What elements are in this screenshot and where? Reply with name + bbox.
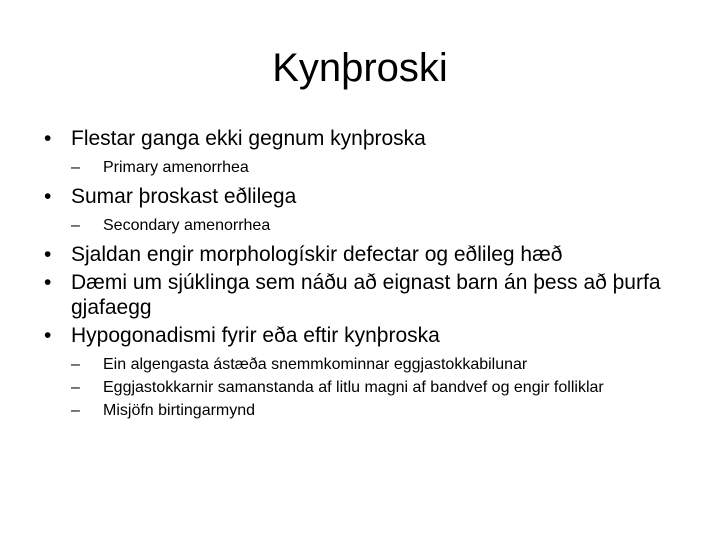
bullet-item xyxy=(44,270,684,320)
bullet-text: Dæmi um sjúklinga sem náðu að eignast barn án þess að þurfa gjafaegg xyxy=(71,271,661,319)
sub-bullet-text: Secondary amenorrhea xyxy=(103,217,271,234)
bullet-marker: • xyxy=(44,271,52,294)
bullet-marker: • xyxy=(44,185,52,208)
bullet-text: Sjaldan engir morphologískir defectar og eðlileg hæð xyxy=(71,243,563,266)
sub-bullet-marker: – xyxy=(71,379,80,396)
bullet-text: Hypogonadismi fyrir eða eftir kynþroska xyxy=(71,324,440,347)
sub-bullet-text: Eggjastokkarnir samanstanda af litlu magni af bandvef og engir folliklar xyxy=(103,379,604,396)
slide-title: Kynþroski xyxy=(272,46,448,90)
bullet-text: Flestar ganga ekki gegnum kynþroska xyxy=(71,127,426,150)
bullet-marker: • xyxy=(44,243,52,266)
bullet-marker: • xyxy=(44,127,52,150)
bullet-item xyxy=(44,323,684,348)
sub-bullet-item xyxy=(44,158,684,177)
sub-bullet-item xyxy=(44,216,684,235)
sub-bullet-item xyxy=(44,355,684,374)
sub-bullet-item xyxy=(44,401,684,420)
sub-bullet-marker: – xyxy=(71,356,80,373)
sub-bullet-marker: – xyxy=(71,402,80,419)
sub-bullet-text: Ein algengasta ástæða snemmkominnar eggjastokkabilunar xyxy=(103,356,528,373)
bullet-item xyxy=(44,184,684,209)
bullet-item xyxy=(44,126,684,151)
bullet-list xyxy=(44,126,684,420)
bullet-item xyxy=(44,242,684,267)
sub-bullet-marker: – xyxy=(71,159,80,176)
sub-bullet-text: Misjöfn birtingarmynd xyxy=(103,402,256,419)
bullet-marker: • xyxy=(44,324,52,347)
sub-bullet-text: Primary amenorrhea xyxy=(103,159,249,176)
bullet-text: Sumar þroskast eðlilega xyxy=(71,185,297,208)
sub-bullet-marker: – xyxy=(71,217,80,234)
sub-bullet-item xyxy=(44,378,684,397)
